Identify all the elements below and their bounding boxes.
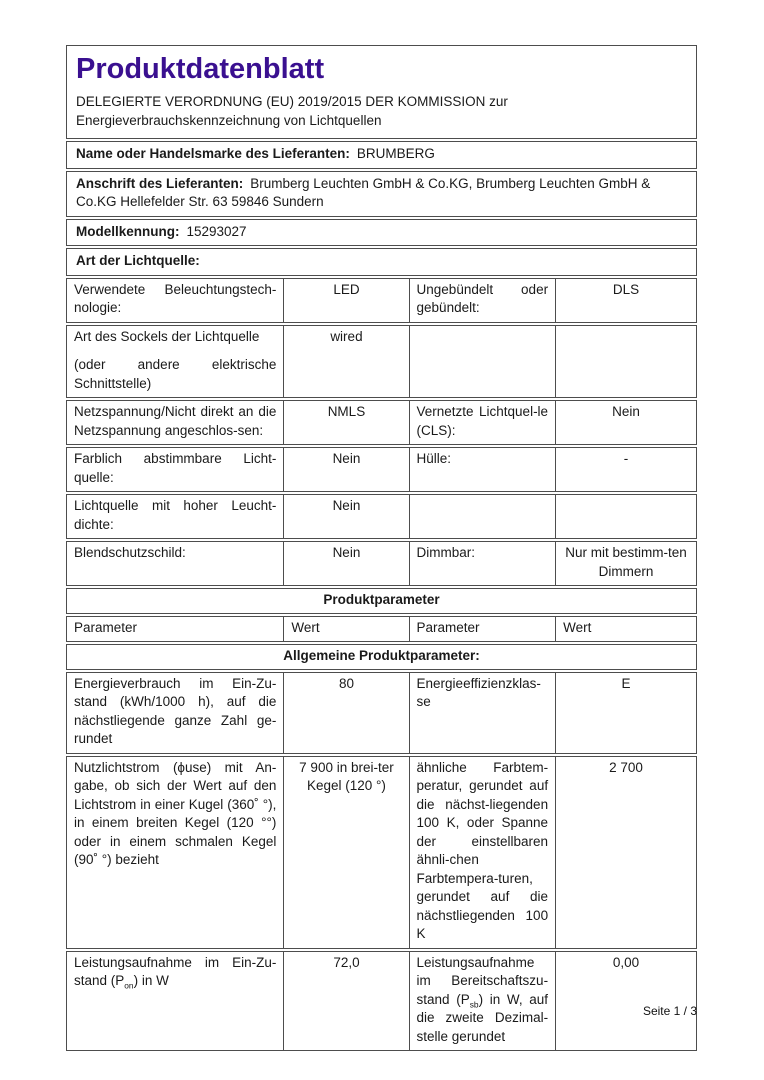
table-cell-value: 7 900 in brei-ter Kegel (120 °) — [283, 757, 408, 948]
table-header-row — [66, 616, 697, 643]
model-id-row — [66, 219, 697, 247]
table-cell-value: wired — [283, 326, 408, 398]
section-title-light-source: Art der Lichtquelle: — [66, 248, 697, 276]
table-row — [66, 278, 697, 323]
page-title: Produktdatenblatt — [76, 53, 325, 85]
header-box — [66, 45, 697, 139]
table-cell-value: Nur mit bestimm-ten Dimmern — [555, 542, 696, 585]
table-cell-param: Netzspannung/Nicht direkt an die Netzspannung angeschlos-sen: — [74, 404, 277, 438]
table-section-banner: Allgemeine Produktparameter: — [66, 644, 697, 670]
table-cell-value: Nein — [283, 448, 408, 491]
table-cell-param: Lichtquelle mit hoher Leucht-dichte: — [74, 498, 277, 532]
table-cell-param: Verwendete Beleuchtungstech-nologie: — [74, 281, 277, 315]
table-cell-value: 72,0 — [283, 952, 408, 1051]
table-cell-param: ähnliche Farbtem-peratur, gerundet auf die nächst-liegenden 100 K, oder Spanne der einstellbaren ähnli-chen Farbtempera-turen, gerundet auf die nächstliegenden 100 K — [409, 757, 556, 948]
table-row — [66, 672, 697, 754]
model-id-value: 15293027 — [186, 223, 247, 239]
table-row — [66, 447, 697, 492]
supplier-address-label: Anschrift des Lieferanten: — [76, 175, 244, 191]
table-cell-value: Nein — [283, 495, 408, 538]
table-cell-param: Art des Sockels der Lichtquelle (oder andere elektrische Schnittstelle) — [74, 328, 277, 391]
table-row — [66, 325, 697, 399]
table-cell-param: Parameter — [409, 617, 556, 642]
table-cell-param: Hülle: — [409, 448, 556, 491]
table-cell-value: E — [555, 673, 696, 753]
table-row — [66, 951, 697, 1052]
table-cell-param: Blendschutzschild: — [74, 545, 186, 560]
table-cell-value: Nein — [555, 401, 696, 444]
supplier-name-value: BRUMBERG — [356, 146, 435, 161]
table-cell-value: 2 700 — [555, 757, 696, 948]
product-parameters-table — [66, 588, 697, 1051]
table-cell-value: Wert — [555, 617, 696, 642]
table-cell-value: Wert — [283, 617, 408, 642]
light-source-table — [66, 278, 697, 587]
table-cell-param: Farblich abstimmbare Licht-quelle: — [74, 451, 277, 485]
table-cell-param: Ungebündelt oder gebündelt: — [409, 279, 556, 322]
table-row — [66, 756, 697, 949]
table-cell-value: Nein — [283, 542, 408, 585]
table-cell-param: Energieeffizienzklas-se — [409, 673, 556, 753]
table-cell-value — [555, 495, 696, 538]
table-cell-param — [409, 326, 556, 398]
supplier-name-label: Name oder Handelsmarke des Lieferanten: — [76, 146, 350, 161]
table-cell-param: Energieverbrauch im Ein-Zu-stand (kWh/1000 h), auf die nächstliegende ganze Zahl ge-rundet — [74, 675, 277, 746]
supplier-name-row — [66, 141, 697, 169]
table-cell-value: LED — [283, 279, 408, 322]
supplier-address-row — [66, 171, 697, 217]
table-cell-value: - — [555, 448, 696, 491]
supplier-address-value: Brumberg Leuchten GmbH & Co.KG, Brumberg Leuchten GmbH & Co.KG Hellefelder Str. 63 59846 Sundern — [76, 175, 651, 209]
table-cell-value — [555, 326, 696, 398]
table-cell-param: Leistungsaufnahme im Ein-Zu-stand $(P_{on})$ in W — [74, 954, 277, 991]
table-cell-value: 80 — [283, 673, 408, 753]
table-cell-param: Leistungsaufnahme im Bereitschaftszu-stand $(P_{sb})$ in W, auf die zweite Dezimal-stelle gerundet — [409, 952, 556, 1051]
model-id-label: Modellkennung: — [76, 223, 180, 239]
table-cell-param — [409, 495, 556, 538]
table-cell-param: Vernetzte Lichtquel-le (CLS): — [409, 401, 556, 444]
product-datasheet-page — [66, 45, 697, 1053]
table-row — [66, 400, 697, 445]
page-number: Seite 1 / 3 — [642, 1004, 697, 1018]
table-cell-value: 0,00 — [555, 952, 696, 1051]
table-cell-value: NMLS — [283, 401, 408, 444]
table-section-banner: Produktparameter — [66, 588, 697, 614]
table-cell-param: Parameter — [74, 619, 138, 635]
table-cell-param: Dimmbar: — [409, 542, 556, 585]
table-row — [66, 541, 697, 586]
regulation-text: DELEGIERTE VERORDNUNG (EU) 2019/2015 DER KOMMISSION zur Energieverbrauchskennzeichnung von Lichtquellen — [76, 94, 508, 128]
table-row — [66, 494, 697, 539]
table-cell-param: Nutzlichtstrom (ϕuse) mit An-gabe, ob sich der Wert auf den Lichtstrom in einer Kugel (360˚ °), in einem breiten Kegel (120 °°) oder in einem schmalen Kegel (90˚ °) bezieht — [74, 759, 277, 867]
table-cell-value: DLS — [555, 279, 696, 322]
